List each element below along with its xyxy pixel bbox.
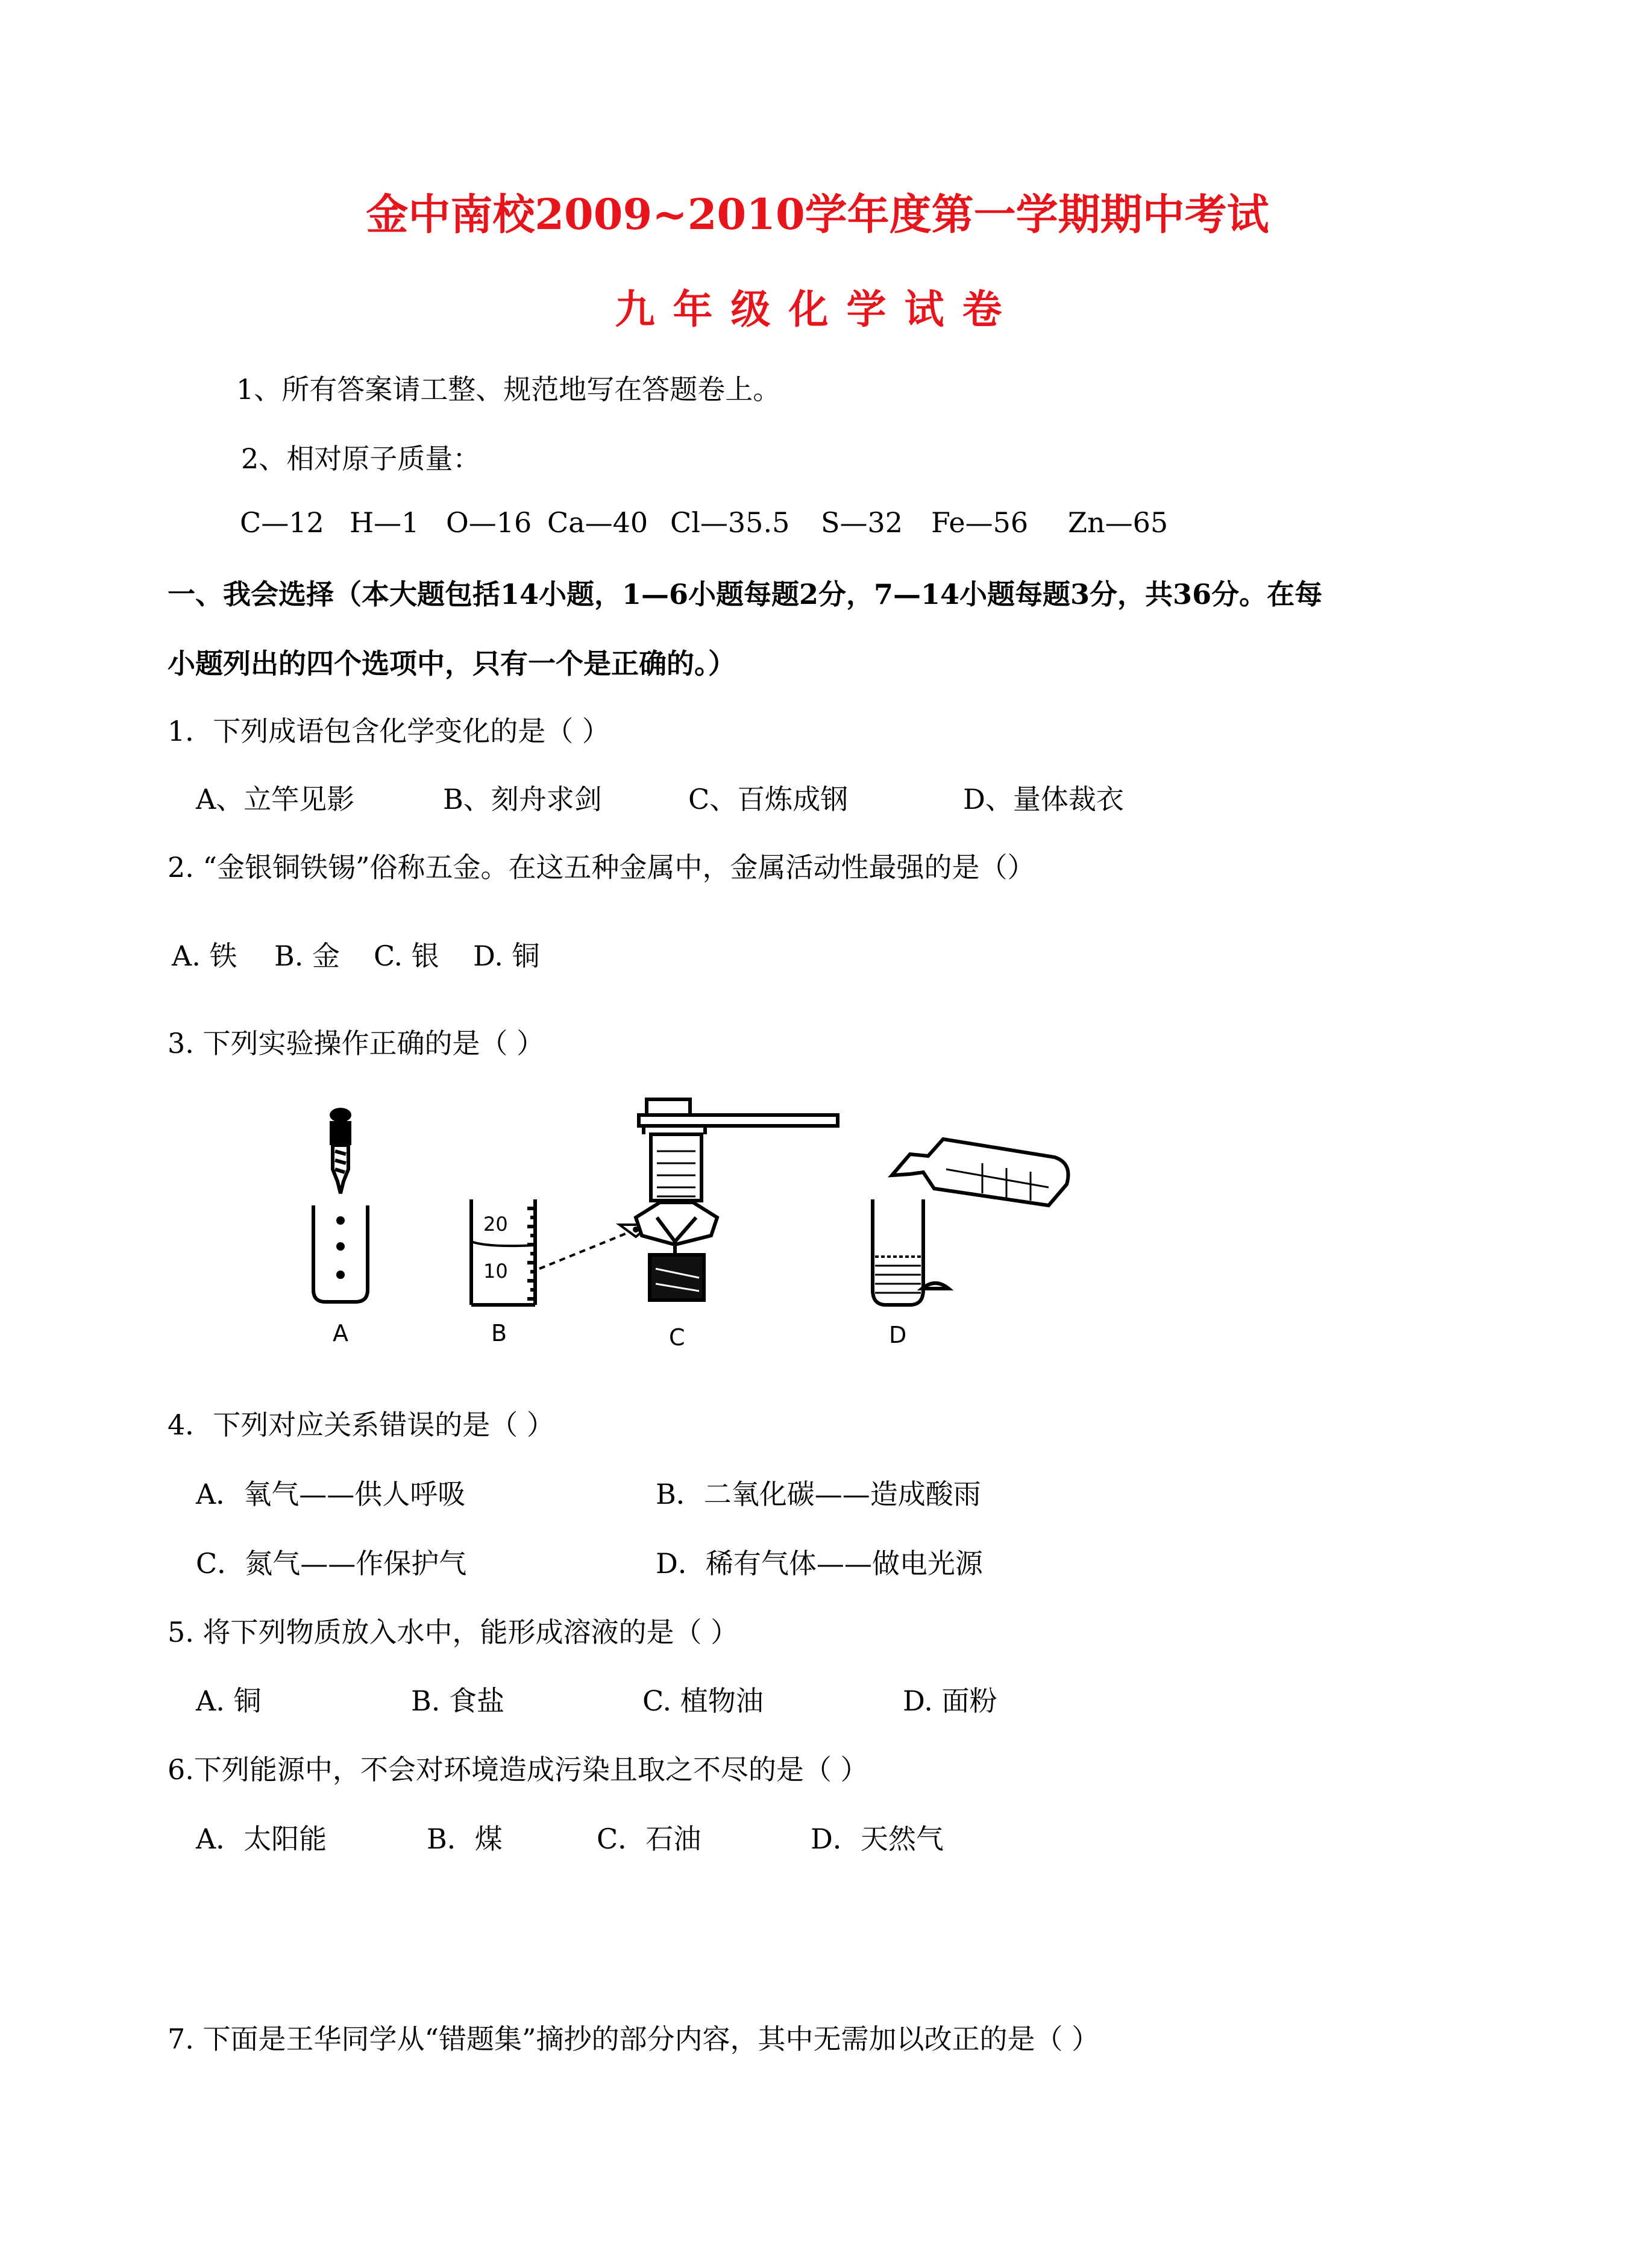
question-6-option-d: D．天然气 [811, 1823, 944, 1855]
question-4-option-c: C．氮气——作保护气 [196, 1547, 467, 1580]
question-1-option-a: A、立竿见影 [196, 783, 355, 815]
question-5-option-d: D. 面粉 [903, 1685, 997, 1717]
question-2-option-c: C. 银 [374, 940, 439, 972]
atomic-mass-s: S—32 [821, 506, 903, 539]
section-heading-line-2: 小题列出的四个选项中，只有一个是正确的。） [168, 647, 736, 680]
note-2: 2、相对原子质量： [241, 442, 481, 475]
exam-subtitle: 九年级化学试卷 [615, 286, 1020, 333]
question-1-option-d: D、量体裁衣 [963, 783, 1124, 815]
question-4-option-a: A．氧气——供人呼吸 [196, 1478, 466, 1510]
figure-label-b: B [491, 1320, 507, 1346]
question-4-stem: 4．下列对应关系错误的是（ ） [168, 1409, 554, 1441]
question-5-stem: 5. 将下列物质放入水中，能形成溶液的是（ ） [168, 1616, 739, 1648]
figure-d-pouring-liquid [873, 1139, 1069, 1305]
lab-operations-figure [283, 1097, 1139, 1362]
question-2-option-a: A. 铁 [172, 940, 237, 972]
question-6-option-c: C．石油 [597, 1823, 701, 1855]
atomic-mass-h: H—1 [350, 506, 419, 539]
atomic-mass-zn: Zn—65 [1068, 506, 1169, 539]
figure-a-dropper-in-tube [313, 1108, 368, 1302]
cylinder-tick-20: 20 [483, 1213, 508, 1236]
atomic-mass-fe: Fe—56 [931, 506, 1029, 539]
question-1-option-c: C、百炼成钢 [688, 783, 849, 815]
question-5-option-c: C. 植物油 [642, 1685, 764, 1717]
section-heading-line-1: 一、我会选择（本大题包括14小题，1—6小题每题2分，7—14小题每题3分，共36分。在每 [168, 578, 1323, 611]
question-5-option-b: B. 食盐 [411, 1685, 505, 1717]
question-7-stem: 7. 下面是王华同学从“错题集”摘抄的部分内容，其中无需加以改正的是（ ） [168, 2023, 1100, 2055]
question-3-stem: 3. 下列实验操作正确的是（ ） [168, 1027, 545, 1060]
question-4-option-d: D．稀有气体——做电光源 [656, 1547, 983, 1580]
atomic-mass-cl: Cl—35.5 [670, 506, 790, 539]
question-2-option-d: D. 铜 [473, 940, 540, 972]
atomic-mass-c: C—12 [240, 506, 324, 539]
figure-label-a: A [333, 1320, 348, 1346]
atomic-mass-ca: Ca—40 [547, 506, 648, 539]
atomic-mass-o: O—16 [446, 506, 532, 539]
question-4-option-b: B．二氧化碳——造成酸雨 [656, 1478, 981, 1510]
question-6-option-b: B．煤 [427, 1823, 503, 1855]
cylinder-tick-10: 10 [483, 1260, 508, 1283]
question-5-option-a: A. 铜 [196, 1685, 262, 1717]
question-2-stem: 2. “金银铜铁锡”俗称五金。在这五种金属中，金属活动性最强的是（） [168, 851, 1035, 884]
question-1-option-b: B、刻舟求剑 [443, 783, 602, 815]
question-6-stem: 6.下列能源中，不会对环境造成污染且取之不尽的是（ ） [168, 1753, 868, 1786]
exam-title: 金中南校2009~2010学年度第一学期期中考试 [366, 189, 1269, 239]
figure-c-filtration-setup [636, 1099, 838, 1300]
question-2-option-b: B. 金 [274, 940, 340, 972]
note-1: 1、所有答案请工整、规范地写在答题卷上。 [236, 373, 781, 406]
figure-label-d: D [889, 1322, 907, 1348]
figure-label-c: C [669, 1324, 685, 1351]
question-6-option-a: A．太阳能 [196, 1823, 327, 1855]
question-1-stem: 1．下列成语包含化学变化的是（ ） [168, 715, 610, 747]
